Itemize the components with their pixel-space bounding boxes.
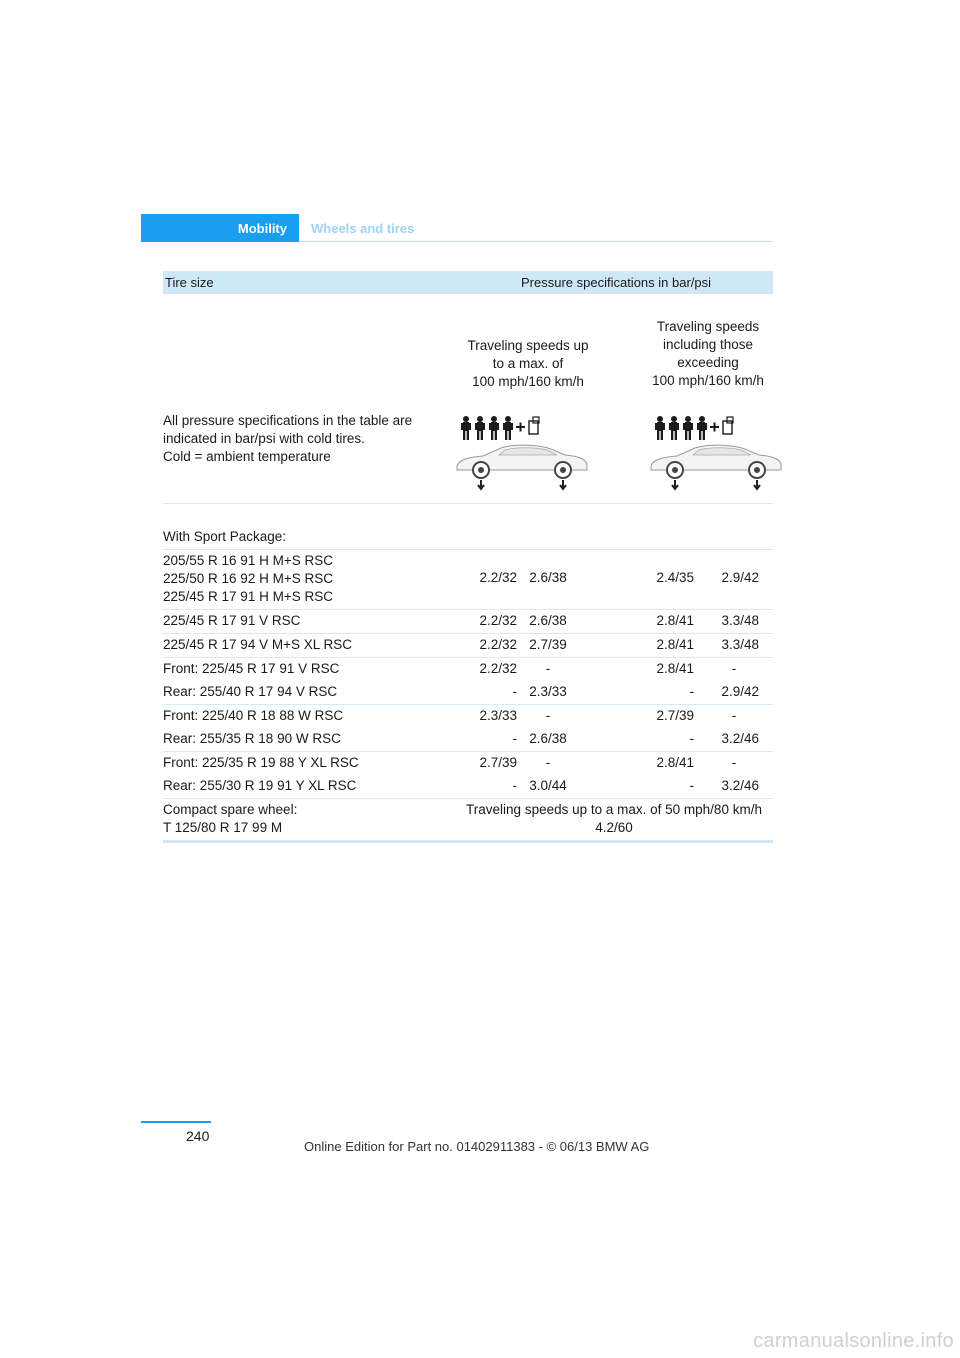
pressure-value: 3.2/46 — [721, 731, 759, 746]
pressure-value: 2.9/42 — [721, 684, 759, 699]
tire-size-label: Front: 225/35 R 19 88 Y XL RSC — [163, 755, 359, 770]
speed-and-note-row — [163, 294, 773, 504]
page-number-rule — [141, 1121, 211, 1123]
pressure-value: - — [512, 731, 517, 746]
table-row — [163, 775, 773, 799]
note-line: All pressure specifications in the table are — [163, 413, 413, 428]
pressure-value: 2.2/32 — [479, 613, 517, 628]
page-number: 240 — [186, 1128, 210, 1144]
car-load-icon — [453, 412, 593, 492]
tire-size-label: 225/45 R 17 91 V RSC — [163, 613, 301, 628]
speed2-line: 100 mph/160 km/h — [652, 373, 764, 388]
table-row — [163, 705, 773, 728]
pressure-value: 2.7/39 — [479, 755, 517, 770]
table-row — [163, 634, 773, 658]
pressure-value: 3.3/48 — [721, 637, 759, 652]
pressure-value: - — [545, 661, 551, 676]
table-header — [163, 271, 773, 294]
spare-pressure-value: 4.2/60 — [595, 820, 633, 835]
pressure-value: 2.8/41 — [656, 637, 694, 652]
tire-size-label: 225/45 R 17 94 V M+S XL RSC — [163, 637, 352, 652]
header-divider — [299, 241, 773, 242]
tire-size-label: Rear: 255/35 R 18 90 W RSC — [163, 731, 341, 746]
pressure-value: 2.9/42 — [721, 570, 759, 585]
note-line: indicated in bar/psi with cold tires. — [163, 431, 365, 446]
column-header-tire-size: Tire size — [165, 275, 214, 290]
car-side-icon — [651, 445, 781, 489]
pressure-value: 3.2/46 — [721, 778, 759, 793]
spare-speed-text: Traveling speeds up to a max. of 50 mph/80 km/h — [466, 802, 762, 817]
pressure-value: - — [545, 708, 551, 723]
pressure-value: - — [689, 778, 694, 793]
tire-size-label: Rear: 255/40 R 17 94 V RSC — [163, 684, 338, 699]
package-row — [163, 504, 773, 550]
pressure-value: - — [731, 708, 737, 723]
pressure-value: 2.2/32 — [479, 570, 517, 585]
table-row — [163, 610, 773, 634]
pressure-value: 2.7/39 — [656, 708, 694, 723]
package-label: With Sport Package: — [163, 529, 287, 544]
pressure-value: - — [689, 684, 694, 699]
table-row — [163, 752, 773, 775]
edition-footer: Online Edition for Part no. 01402911383 - © 06/13 BMW AG — [304, 1139, 650, 1154]
speed1-line: Traveling speeds up — [467, 338, 589, 353]
pressure-value: 2.6/38 — [529, 731, 567, 746]
pressure-value: 3.0/44 — [529, 778, 567, 793]
pressure-value: 2.8/41 — [656, 755, 694, 770]
pressure-value: 2.4/35 — [656, 570, 694, 585]
note-line: Cold = ambient temperature — [163, 449, 331, 464]
section-title: Mobility — [237, 220, 287, 236]
column-header-pressure: Pressure specifications in bar/psi — [520, 275, 712, 290]
table-row — [163, 550, 773, 610]
table-row — [163, 658, 773, 681]
tire-size-line: 225/45 R 17 91 H M+S RSC — [163, 589, 333, 604]
pressure-value: - — [512, 778, 517, 793]
pressure-value: - — [731, 755, 737, 770]
speed-limit-header-2 — [641, 318, 775, 390]
cold-tire-note — [163, 412, 433, 466]
pressure-value: 2.3/33 — [529, 684, 567, 699]
speed2-line: exceeding — [677, 355, 739, 370]
watermark: carmanualsonline.info — [753, 1330, 954, 1352]
subsection-title: Wheels and tires — [311, 220, 415, 236]
pressure-value: 2.6/38 — [529, 613, 567, 628]
tire-size-line: 205/55 R 16 91 H M+S RSC — [163, 553, 333, 568]
tire-size-line: 225/50 R 16 92 H M+S RSC — [163, 571, 333, 586]
tire-size-label: Front: 225/40 R 18 88 W RSC — [163, 708, 344, 723]
tire-size-label — [163, 552, 333, 606]
pressure-value: - — [545, 755, 551, 770]
car-load-icon — [647, 412, 787, 492]
four-persons-plus-luggage-icon — [655, 416, 733, 440]
table-row — [163, 681, 773, 705]
tire-size-label: Front: 225/45 R 17 91 V RSC — [163, 661, 340, 676]
pressure-value: - — [731, 661, 737, 676]
spare-wheel-label — [163, 801, 297, 837]
speed2-line: including those — [662, 337, 754, 352]
speed-limit-header-1 — [461, 337, 595, 391]
pressure-value: 2.7/39 — [529, 637, 567, 652]
pressure-value: 2.3/33 — [479, 708, 517, 723]
pressure-value: 3.3/48 — [721, 613, 759, 628]
tire-size-label: Rear: 255/30 R 19 91 Y XL RSC — [163, 778, 357, 793]
pressure-value: 2.6/38 — [529, 570, 567, 585]
pressure-value: - — [689, 731, 694, 746]
pressure-value: 2.8/41 — [656, 661, 694, 676]
speed2-line: Traveling speeds — [656, 319, 760, 334]
pressure-value: - — [512, 684, 517, 699]
pressure-value: 2.2/32 — [479, 661, 517, 676]
car-side-icon — [457, 445, 587, 489]
spare-wheel-row — [163, 799, 773, 840]
spare-wheel-pressure — [453, 801, 775, 837]
speed1-line: 100 mph/160 km/h — [472, 374, 584, 389]
table-bottom-rule — [163, 840, 773, 843]
table-row — [163, 728, 773, 752]
pressure-value: 2.2/32 — [479, 637, 517, 652]
tire-pressure-table — [163, 271, 773, 843]
pressure-value: 2.8/41 — [656, 613, 694, 628]
spare-label-line: Compact spare wheel: — [163, 802, 298, 817]
four-persons-plus-luggage-icon — [461, 416, 539, 440]
spare-label-line: T 125/80 R 17 99 M — [163, 820, 283, 835]
section-tab-mobility — [141, 214, 299, 242]
speed1-line: to a max. of — [492, 356, 564, 371]
